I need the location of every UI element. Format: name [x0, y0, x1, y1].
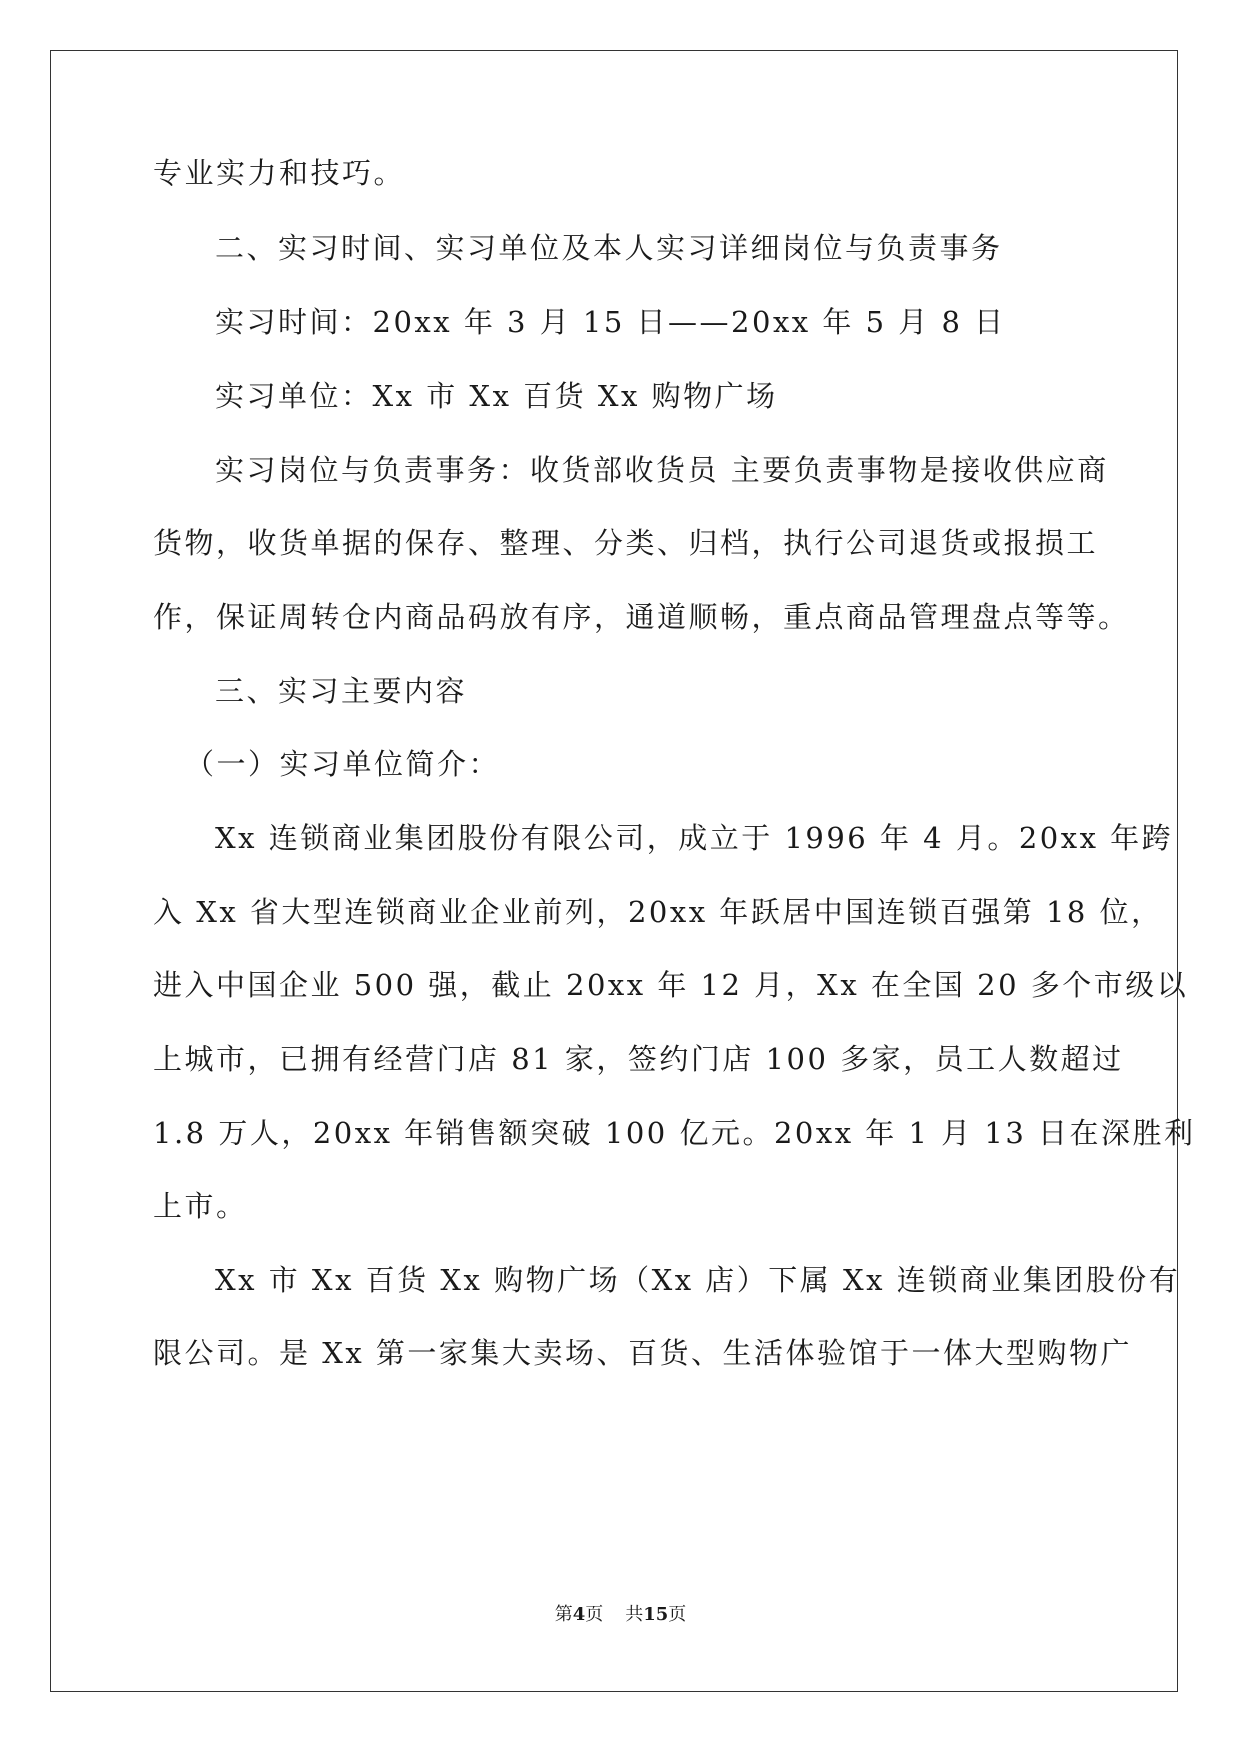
footer-total-suffix: 页 — [668, 1604, 687, 1625]
footer-total-prefix: 共 — [625, 1604, 644, 1625]
text-line: 货物，收货单据的保存、整理、分类、归档，执行公司退货或报损工 — [153, 526, 1099, 560]
text-line: 专业实力和技巧。 — [153, 156, 406, 190]
page-border — [50, 50, 1181, 1692]
text-line: Xx 连锁商业集团股份有限公司，成立于 1996 年 4 月。20xx 年跨 — [215, 821, 1174, 855]
section-heading: 二、实习时间、实习单位及本人实习详细岗位与负责事务 — [215, 231, 1003, 265]
text-line: 进入中国企业 500 强，截止 20xx 年 12 月，Xx 在全国 20 多个市级以 — [153, 968, 1189, 1002]
page-footer — [0, 1603, 1241, 1627]
text-line: 上城市，已拥有经营门店 81 家，签约门店 100 多家，员工人数超过 — [153, 1042, 1124, 1076]
text-line: 实习单位：Xx 市 Xx 百货 Xx 购物广场 — [215, 379, 778, 413]
footer-page-suffix: 页 — [585, 1604, 604, 1625]
text-line: 上市。 — [153, 1189, 248, 1223]
footer-page-number: 4 — [572, 1604, 586, 1625]
text-line: 实习岗位与负责事务：收货部收货员 主要负责事物是接收供应商 — [215, 453, 1109, 487]
subsection-heading: （一）实习单位简介： — [185, 747, 501, 781]
text-line: 作，保证周转仓内商品码放有序，通道顺畅，重点商品管理盘点等等。 — [153, 600, 1130, 634]
text-line: 入 Xx 省大型连锁商业企业前列，20xx 年跃居中国连锁百强第 18 位， — [153, 895, 1163, 929]
footer-total-pages: 15 — [643, 1604, 669, 1625]
text-line: 1.8 万人，20xx 年销售额突破 100 亿元。20xx 年 1 月 13 日在深胜利 — [153, 1116, 1196, 1150]
text-line: 限公司。是 Xx 第一家集大卖场、百货、生活体验馆于一体大型购物广 — [153, 1336, 1132, 1370]
text-line: 实习时间：20xx 年 3 月 15 日——20xx 年 5 月 8 日 — [215, 305, 1006, 339]
section-heading: 三、实习主要内容 — [215, 674, 468, 708]
footer-page-prefix: 第 — [554, 1604, 573, 1625]
text-line: Xx 市 Xx 百货 Xx 购物广场（Xx 店）下属 Xx 连锁商业集团股份有 — [215, 1263, 1181, 1297]
